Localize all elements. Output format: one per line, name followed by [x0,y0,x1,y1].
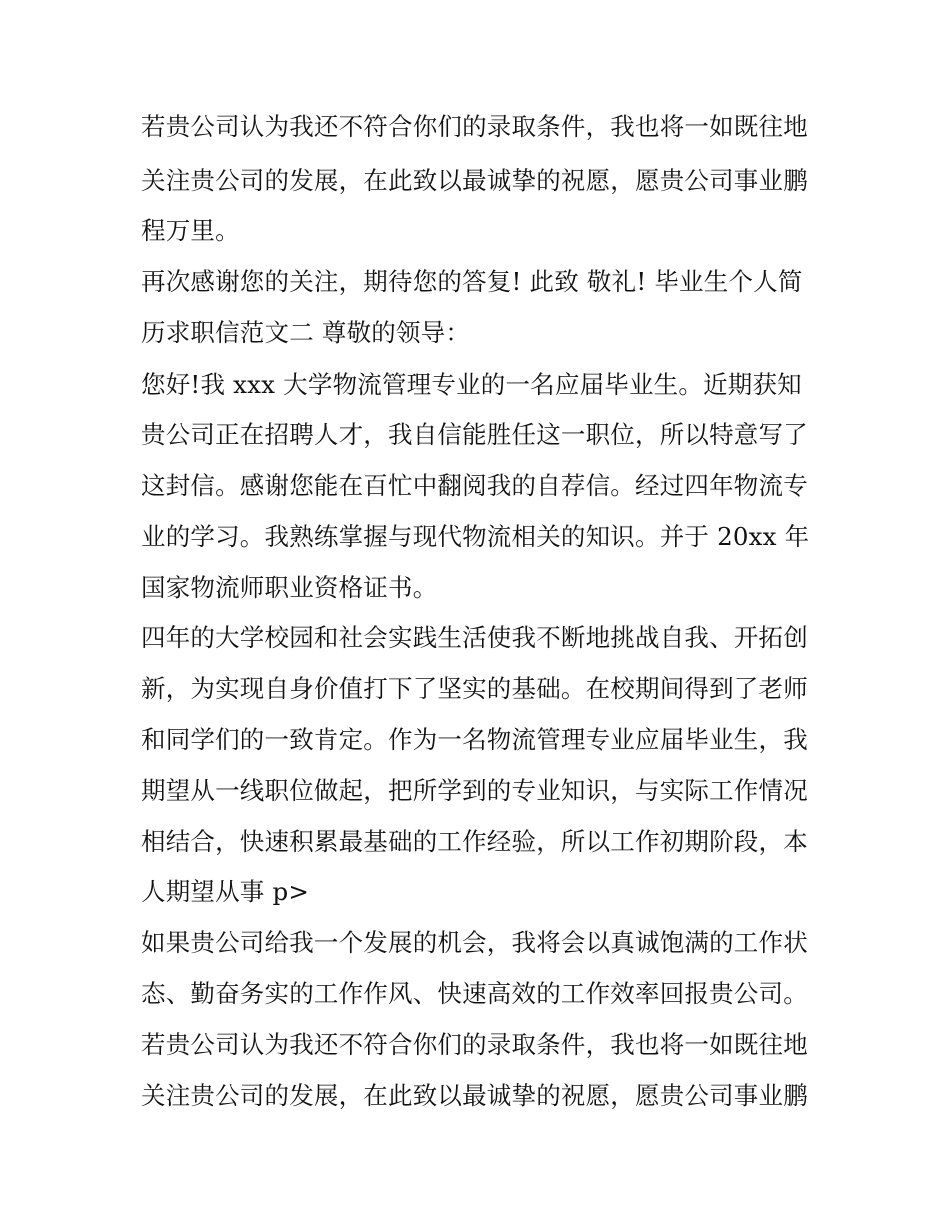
text-line: 历求职信范文二 尊敬的领导： [141,318,471,347]
text-line: 关注贵公司的发展，在此致以最诚挚的祝愿，愿贵公司事业鹏 [141,166,808,195]
text-line: 四年的大学校园和社会实践生活使我不断地挑战自我、开拓创 [141,623,808,652]
text-line: 若贵公司认为我还不符合你们的录取条件，我也将一如既往地 [141,1030,808,1059]
text-line: 人期望从事 p> [141,877,310,906]
text-line: 再次感谢您的关注，期待您的答复! 此致 敬礼! 毕业生个人简 [141,267,803,296]
text-line: 贵公司正在招聘人才，我自信能胜任这一职位，所以特意写了 [141,420,808,449]
text-line: 新，为实现自身价值打下了坚实的基础。在校期间得到了老师 [141,674,808,703]
text-line: 关注贵公司的发展，在此致以最诚挚的祝愿，愿贵公司事业鹏 [141,1081,808,1110]
text-line: 期望从一线职位做起，把所学到的专业知识，与实际工作情况 [141,776,808,805]
text-line: 相结合，快速积累最基础的工作经验，所以工作初期阶段，本 [141,827,808,856]
text-line: 若贵公司认为我还不符合你们的录取条件，我也将一如既往地 [141,112,808,141]
text-line: 您好!我 xxx 大学物流管理专业的一名应届毕业生。近期获知 [141,370,802,399]
text-line: 程万里。 [141,216,240,245]
text-line: 和同学们的一致肯定。作为一名物流管理专业应届毕业生，我 [141,725,808,754]
text-line: 国家物流师职业资格证书。 [141,573,438,602]
text-line: 如果贵公司给我一个发展的机会，我将会以真诚饱满的工作状 [141,928,808,957]
text-line: 业的学习。我熟练掌握与现代物流相关的知识。并于 20xx 年 [141,522,810,551]
text-line: 这封信。感谢您能在百忙中翻阅我的自荐信。经过四年物流专 [141,471,808,500]
text-line: 态、勤奋务实的工作作风、快速高效的工作效率回报贵公司。 [141,979,808,1008]
